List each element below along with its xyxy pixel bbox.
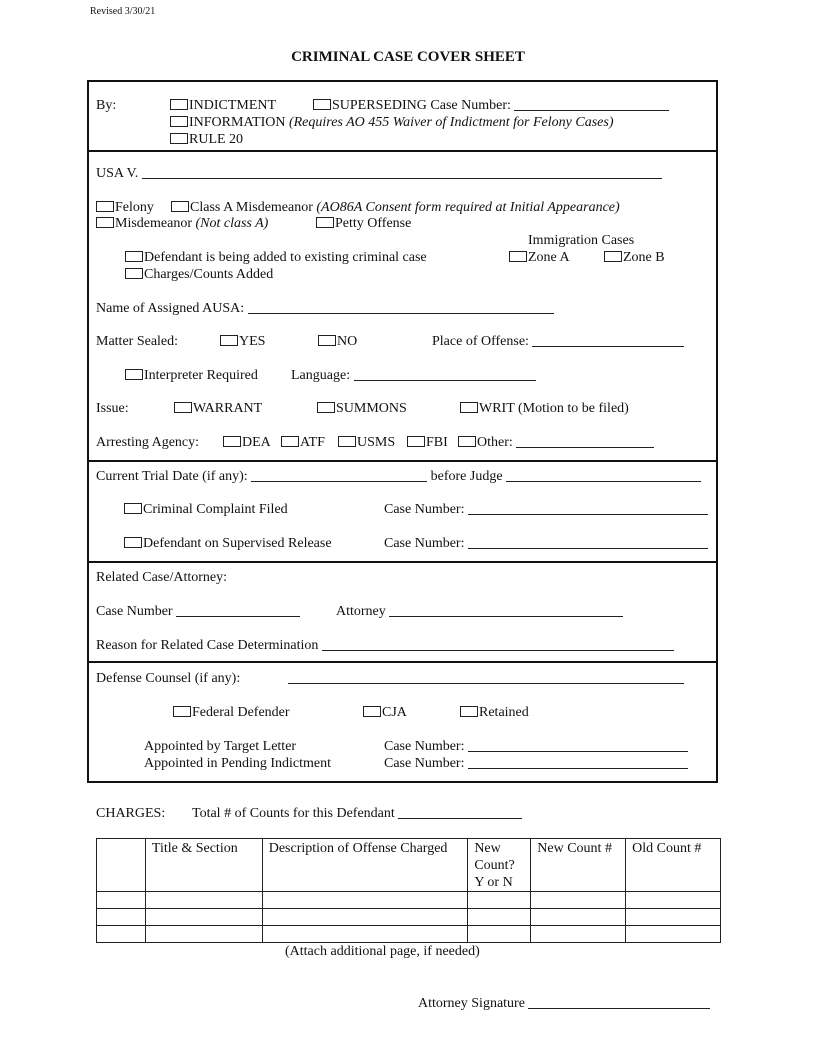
other-agency-field[interactable] [516,434,654,448]
table-cell[interactable] [145,892,262,909]
table-cell[interactable] [626,892,721,909]
usms-option[interactable]: USMS [338,434,395,451]
rule20-checkbox[interactable] [170,133,188,144]
defense-label: Defense Counsel (if any): [96,671,241,686]
related-attorney-field[interactable] [389,603,623,617]
sealed-yes-checkbox[interactable] [220,335,238,346]
fbi-checkbox[interactable] [407,436,425,447]
agency-label: Arresting Agency: [96,435,200,450]
charges-label: CHARGES: [96,806,166,821]
by-label: By: [96,98,117,113]
charges-col-title-section: Title & Section [145,839,262,892]
complaint-checkbox[interactable] [124,503,142,514]
related-case-number-field[interactable] [176,603,300,617]
complaint-case-number-row: Case Number: [384,501,708,518]
charges-added-checkbox[interactable] [125,268,143,279]
sealed-no-option[interactable]: NO [318,333,357,350]
issue-label: Issue: [96,401,129,416]
place-of-offense-row: Place of Offense: [432,333,684,350]
felony-checkbox[interactable] [96,201,114,212]
writ-option[interactable]: WRIT (Motion to be filed) [460,400,629,417]
charges-table [96,838,721,943]
other-agency-option[interactable]: Other: [458,434,654,451]
page-title: CRIMINAL CASE COVER SHEET [291,49,525,65]
table-cell[interactable] [468,909,531,926]
interpreter-checkbox[interactable] [125,369,143,380]
table-cell[interactable] [626,909,721,926]
petty-offense-checkbox[interactable] [316,217,334,228]
table-cell[interactable] [145,926,262,943]
charges-col-blank [97,839,146,892]
charges-col-description: Description of Offense Charged [262,839,468,892]
retained-option[interactable]: Retained [460,704,529,721]
table-cell[interactable] [531,926,626,943]
retained-checkbox[interactable] [460,706,478,717]
total-counts-row: Total # of Counts for this Defendant [192,805,522,822]
immigration-heading: Immigration Cases [528,233,635,248]
table-cell[interactable] [531,909,626,926]
supervised-case-number-field[interactable] [468,535,708,549]
related-attorney-row: Attorney [336,603,623,620]
pending-case-number-row: Case Number: [384,755,688,772]
attorney-signature-field[interactable] [528,995,710,1009]
ausa-name-field[interactable] [248,300,554,314]
table-cell[interactable] [145,909,262,926]
zone-b-option[interactable]: Zone B [604,249,665,266]
table-cell[interactable] [97,909,146,926]
warrant-option[interactable]: WARRANT [174,400,262,417]
related-reason-row: Reason for Related Case Determination [96,637,674,654]
trial-date-field[interactable] [251,468,427,482]
table-row [97,892,721,909]
superseding-option[interactable]: SUPERSEDING Case Number: [313,97,669,114]
cja-checkbox[interactable] [363,706,381,717]
petty-offense-option[interactable]: Petty Offense [316,215,411,232]
table-cell[interactable] [262,926,468,943]
writ-checkbox[interactable] [460,402,478,413]
language-row: Language: [291,367,536,384]
atf-option[interactable]: ATF [281,434,325,451]
language-field[interactable] [354,367,536,381]
superseding-checkbox[interactable] [313,99,331,110]
interpreter-option[interactable]: Interpreter Required [125,367,258,384]
table-cell[interactable] [97,926,146,943]
related-reason-field[interactable] [322,637,674,651]
table-cell[interactable] [262,909,468,926]
table-cell[interactable] [626,926,721,943]
section-divider [87,460,718,462]
charges-added-option[interactable]: Charges/Counts Added [125,266,273,283]
table-cell[interactable] [468,926,531,943]
target-letter-case-number-field[interactable] [468,738,688,752]
indictment-option[interactable]: INDICTMENT [170,97,276,114]
section-divider [87,661,718,663]
sealed-label: Matter Sealed: [96,334,179,349]
federal-defender-option[interactable]: Federal Defender [173,704,290,721]
sealed-no-checkbox[interactable] [318,335,336,346]
warrant-checkbox[interactable] [174,402,192,413]
sealed-yes-option[interactable]: YES [220,333,265,350]
defense-line [288,670,684,687]
zone-b-checkbox[interactable] [604,251,622,262]
table-cell[interactable] [97,892,146,909]
signature-row: Attorney Signature [418,995,710,1012]
pending-case-number-field[interactable] [468,755,688,769]
defense-counsel-field[interactable] [288,670,684,684]
misdemeanor-checkbox[interactable] [96,217,114,228]
usms-checkbox[interactable] [338,436,356,447]
defendant-added-option[interactable]: Defendant is being added to existing criminal case [125,249,427,266]
supervised-checkbox[interactable] [124,537,142,548]
atf-checkbox[interactable] [281,436,299,447]
supervised-option[interactable]: Defendant on Supervised Release [124,535,332,552]
trial-date-row: Current Trial Date (if any): before Judge [96,468,701,485]
federal-defender-checkbox[interactable] [173,706,191,717]
pending-indictment-label: Appointed in Pending Indictment [144,756,332,771]
charges-col-old-count-number: Old Count # [626,839,721,892]
table-cell[interactable] [262,892,468,909]
dea-option[interactable]: DEA [223,434,271,451]
class-a-option[interactable]: Class A Misdemeanor (AO86A Consent form required at Initial Appearance) [171,199,620,216]
complaint-case-number-field[interactable] [468,501,708,515]
defendant-name-field[interactable] [142,165,662,179]
target-letter-case-number-row: Case Number: [384,738,688,755]
information-option[interactable]: INFORMATION (Requires AO 455 Waiver of Indictment for Felony Cases) [170,114,614,131]
related-label: Related Case/Attorney: [96,570,228,585]
charges-header-row [97,839,721,892]
rule20-option[interactable]: RULE 20 [170,131,243,148]
information-checkbox[interactable] [170,116,188,127]
cja-option[interactable]: CJA [363,704,407,721]
other-agency-checkbox[interactable] [458,436,476,447]
dea-checkbox[interactable] [223,436,241,447]
section-divider [87,150,718,152]
defendant-added-checkbox[interactable] [125,251,143,262]
misdemeanor-option[interactable]: Misdemeanor (Not class A) [96,215,268,232]
charges-col-new-count-number: New Count # [531,839,626,892]
class-a-checkbox[interactable] [171,201,189,212]
revised-date: Revised 3/30/21 [90,6,156,17]
judge-field[interactable] [506,468,701,482]
fbi-option[interactable]: FBI [407,434,448,451]
total-counts-field[interactable] [398,805,522,819]
ausa-row: Name of Assigned AUSA: [96,300,554,317]
complaint-option[interactable]: Criminal Complaint Filed [124,501,288,518]
summons-checkbox[interactable] [317,402,335,413]
usa-v-row: USA V. [96,165,662,182]
indictment-checkbox[interactable] [170,99,188,110]
related-case-number-row: Case Number [96,603,300,620]
table-cell[interactable] [531,892,626,909]
target-letter-label: Appointed by Target Letter [144,739,297,754]
place-of-offense-field[interactable] [532,333,684,347]
section-divider [87,561,718,563]
table-row [97,909,721,926]
zone-a-checkbox[interactable] [509,251,527,262]
table-cell[interactable] [468,892,531,909]
felony-option[interactable]: Felony [96,199,154,216]
zone-a-option[interactable]: Zone A [509,249,570,266]
attach-note: (Attach additional page, if needed) [285,944,480,959]
supervised-case-number-row: Case Number: [384,535,708,552]
superseding-case-number-field[interactable] [514,97,669,111]
summons-option[interactable]: SUMMONS [317,400,407,417]
table-row [97,926,721,943]
charges-col-new-count-yn: New Count? Y or N [468,839,531,892]
